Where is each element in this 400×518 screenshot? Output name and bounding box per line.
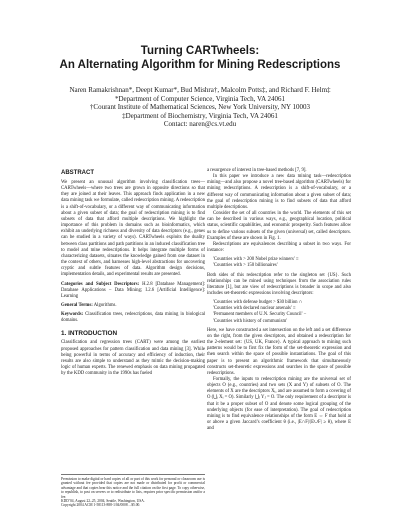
body-paragraph-3: Consider the set of all countries in the world. The elements of this set can be described in various ways, e.g., geographical location, political status, scientific capabilities, and economic prosperity. Such features allow us to define various subsets of the given (universal) set, called descriptors. Examples of these are shown in Fig. 1. — [207, 211, 351, 241]
example-line-6: 'Countries with history of communism' — [213, 318, 288, 324]
body-paragraph-4: Redescriptions are equivalences describing a subset in two ways. For instance: — [207, 241, 351, 254]
categories-text: H.2.8 [Database Management]: Database Applications – Data Mining; I.2.6 [Artificial Intelligence]: Learning — [61, 281, 206, 299]
copyright-line: Copyright 2004 ACM 1-58113-888-1/04/0008 ...$5.00. — [61, 503, 141, 508]
body-paragraph-2: In this paper we introduce a new data mining task—redescription mining—and also propose a novel tree-based algorithm (CARTwheels) for mining redescriptions. A redescription is a shift-of-vocabulary, or a different way of communicating information about a given subset of data; the goal of redescription mining is to find subsets of data that afford multiple descriptions. — [207, 174, 351, 210]
conference-line: KDD’04, August 22–25, 2004, Seattle, Washington, USA. — [61, 499, 145, 504]
paper-title — [0, 44, 400, 72]
body-paragraph-6: Here, we have constructed a set intersection on the left and a set difference on the right, from the given descriptors, and obtained a redescription for the 2-element set: {US, UK, France}. A typical approach to mining such patterns would be to first fix the form of the set-theoretic expression and then search within the space of possible instantiations. The goal of this paper is to present an algorithmic framework that simultaneously constructs set-theoretic expressions and searches in the space of possible redescriptions. — [207, 327, 351, 376]
example-line-3: 'Countries with defense budget > $30 billion ∩ — [213, 300, 303, 306]
author-names: Naren Ramakrishnan*, Deept Kumar*, Bud Mishra†, Malcolm Potts‡, and Richard F. Helm‡ — [69, 86, 331, 94]
body-paragraph-7: Formally, the inputs to redescription mining are the universal set of objects O (e.g., countries) and two sets (X and Y) of subsets of O. The elements of X are the descriptors Xᵢ, and are assumed to form a covering of O (⋃ᵢ Xᵢ = O). Similarly ⋃ⱼ Yⱼ = O. The only requirement of a descriptor is that it be a proper subset of O and denote some logical grouping of the underlying objects (for ease of interpretation). The goal of redescription mining is to find equivalence relationships of the form E ⇔ F that hold at or above a given Jaccard’s coefficient θ (i.e., |E∩F|/|E∪F| ≥ θ), where E and — [207, 377, 351, 432]
categories-paragraph — [61, 282, 205, 300]
permission-notice: Permission to make digital or hard copies of all or part of this work for personal or classroom use is granted without fee provided that copies are not made or distributed for profit or commercial advantage and that copies bear this notice and the full citation on the first page. To copy otherwise, to republish, to post on servers or to redistribute to lists, requires prior specific permission and/or a fee. — [61, 477, 205, 499]
body-paragraph-5: Both sides of this redescription refer to the singleton set {US}. Such relationships can be mined using techniques from the association rules literature [1], but are view of redescriptions is broader in scope and also includes set-theoretic expressions involving descriptors: — [207, 272, 351, 296]
left-column — [61, 168, 205, 377]
introduction-heading: 1. INTRODUCTION — [61, 330, 118, 338]
example-line-4: 'Countries with declared nuclear arsenals' ≡ — [213, 306, 296, 312]
right-column — [207, 168, 351, 432]
example-line-5: 'Permanent members of U.N. Security Council' − — [213, 312, 307, 318]
affiliation-3: ‡Department of Biochemistry, Virginia Tech, VA 24061 — [122, 111, 278, 120]
abstract-heading: ABSTRACT — [61, 170, 94, 176]
general-terms-text: Algorithms. — [93, 302, 117, 308]
keywords-label: Keywords: — [61, 312, 84, 318]
introduction-text: Classification and regression trees (CART) were among the earliest proposed approaches for pattern classification and data mining [3]. While being powerful in terms of accuracy and efficiency of induction, their results are also simple to understand as they mimic the decision-making logic of human experts. The renewed emphasis on data mining propagated by the KDD community in the 1990s has fueled — [61, 340, 205, 377]
keywords-text: Classification trees, redescriptions, data mining in biological domains. — [61, 312, 205, 324]
body-paragraph-1: a resurgence of interest in tree-based methods [7, 9]. — [207, 168, 307, 173]
keywords-paragraph — [61, 312, 205, 324]
contact-email: Contact: naren@cs.vt.edu — [163, 120, 237, 129]
general-terms-label: General Terms: — [61, 302, 93, 308]
example-line-1: 'Countries with > 200 Nobel prize winners' ≡ — [213, 257, 299, 263]
title-line-1: Turning CARTwheels: — [140, 45, 260, 57]
affiliation-1: *Department of Computer Science, Virginia Tech, VA 24061 — [114, 94, 286, 103]
affiliation-2: †Courant Institute of Mathematical Sciences, New York University, NY 10003 — [89, 103, 311, 112]
abstract-text: We present an unusual algorithm involving classification trees—CARTwheels—where two trees are grown in opposite directions so that they are joined at their leaves. This approach finds application in a new data mining task we formulate, called redescription mining. A redescription is a shift-of-vocabulary, or a different way of communicating information about a given subset of data; the goal of redescription mining is to find subsets of data that afford multiple descriptions. We highlight the importance of this problem in domains such as bioinformatics, which exhibit an underlying richness and diversity of data descriptors (e.g., genes can be studied in a variety of ways). CARTwheels exploits the duality between class partitions and path partitions in an induced classification tree to model and mine redescriptions. It helps integrate multiple forms of characterizing datasets, situates the knowledge gained from one dataset in the context of others, and harnesses high-level abstractions for uncovering cryptic and subtle features of data. Algorithm design decisions, implementation details, and experimental results are presented. — [61, 180, 205, 278]
author-block — [0, 86, 400, 129]
copyright-footnote — [61, 474, 205, 508]
example-line-2: 'Countries with > 150 billionaires' — [213, 263, 278, 269]
title-line-2: An Alternating Algorithm for Mining Redescriptions — [59, 59, 341, 71]
categories-label: Categories and Subject Descriptors: — [61, 281, 140, 287]
